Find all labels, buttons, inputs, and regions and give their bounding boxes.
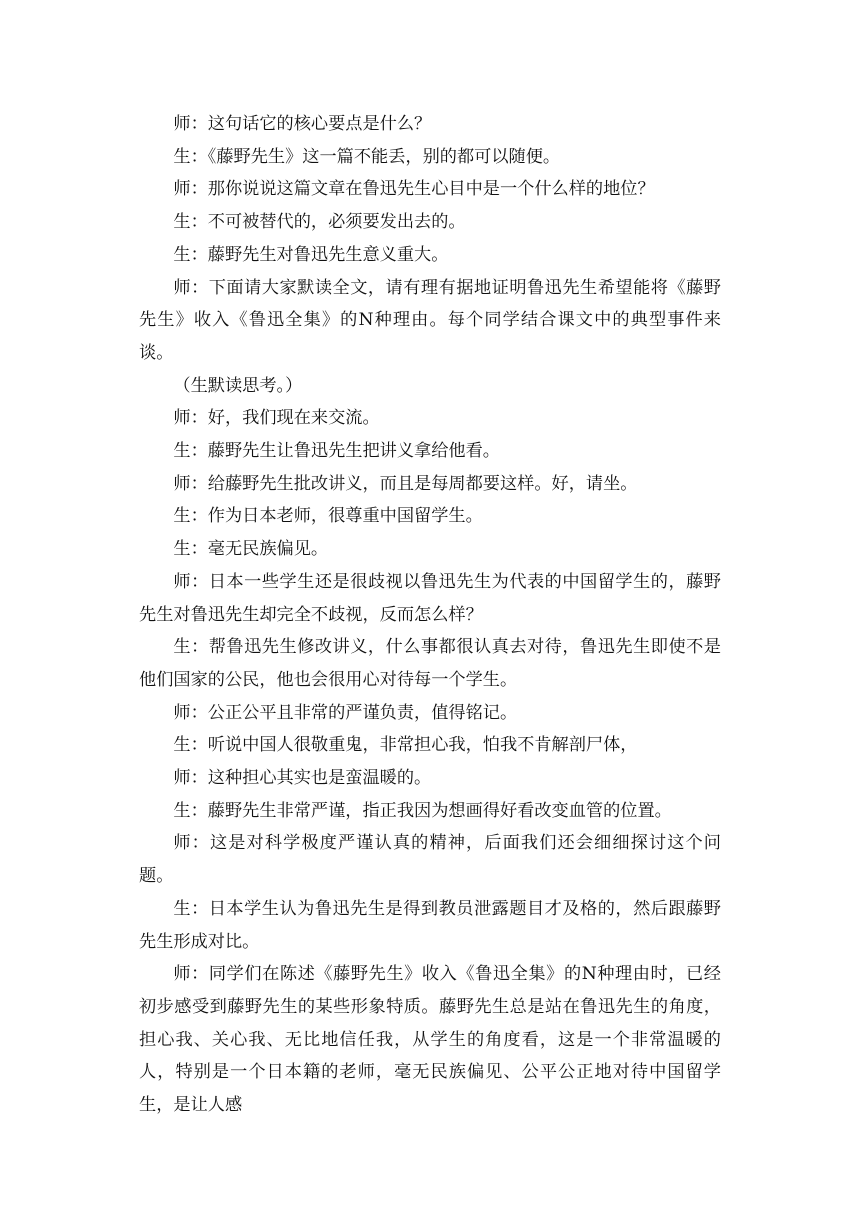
dialogue-line: 师：公正公平且非常的严谨负责，值得铭记。	[173, 702, 518, 723]
dialogue-line: 生：《藤野先生》这一篇不能丢，别的都可以随便。	[173, 146, 561, 167]
dialogue-line: 生：藤野先生非常严谨，指正我因为想画得好看改变血管的位置。	[173, 800, 672, 821]
dialogue-line: 师：好，我们现在来交流。	[173, 408, 380, 429]
dialogue-line: 生：不可被替代的，必须要发出去的。	[173, 212, 466, 233]
dialogue-line: 师：那你说说这篇文章在鲁迅先生心目中是一个什么样的地位？	[173, 179, 655, 200]
dialogue-line: 生：毫无民族偏见。	[173, 539, 329, 560]
stage-direction: （生默读思考。）	[173, 375, 303, 396]
dialogue-line: 师：这种担心其实也是蛮温暖的。	[173, 768, 432, 789]
dialogue-line: 生：藤野先生对鲁迅先生意义重大。	[173, 244, 449, 265]
dialogue-line: 生：藤野先生让鲁迅先生把讲义拿给他看。	[173, 441, 500, 462]
dialogue-line: 师：给藤野先生批改讲义，而且是每周都要这样。好，请坐。	[173, 473, 638, 494]
dialogue-line: 师：日本一些学生还是很歧视以鲁迅先生为代表的中国留学生的，藤野先生对鲁迅先生却完全不歧视，反而怎么样？	[139, 571, 721, 625]
dialogue-line: 师：下面请大家默读全文，请有理有据地证明鲁迅先生希望能将《藤野先生》收入《鲁迅全集》的N种理由。每个同学结合课文中的典型事件来谈。	[139, 277, 721, 363]
dialogue-line: 生：听说中国人很敬重鬼，非常担心我，怕我不肯解剖尸体，	[173, 735, 638, 756]
dialogue-line: 生：帮鲁迅先生修改讲义，什么事都很认真去对待，鲁迅先生即使不是他们国家的公民，他也会很用心对待每一个学生。	[139, 637, 721, 690]
dialogue-line: 师：这句话它的核心要点是什么？	[173, 114, 432, 134]
dialogue-line: 师：这是对科学极度严谨认真的精神，后面我们还会细细探讨这个问题。	[139, 833, 721, 887]
dialogue-line: 生：日本学生认为鲁迅先生是得到教员泄露题目才及格的，然后跟藤野先生形成对比。	[139, 898, 721, 952]
dialogue-line: 生：作为日本老师，很尊重中国留学生。	[173, 506, 483, 527]
document-page	[139, 108, 721, 1122]
dialogue-line: 师：同学们在陈述《藤野先生》收入《鲁迅全集》的N种理由时，已经初步感受到藤野先生的某些形象特质。藤野先生总是站在鲁迅先生的角度，担心我、关心我、无比地信任我，从学生的角度看，这是一个非常温暖的人，特别是一个日本籍的老师，毫无民族偏见、公平公正地对待中国留学生，是让人感	[139, 964, 721, 1116]
